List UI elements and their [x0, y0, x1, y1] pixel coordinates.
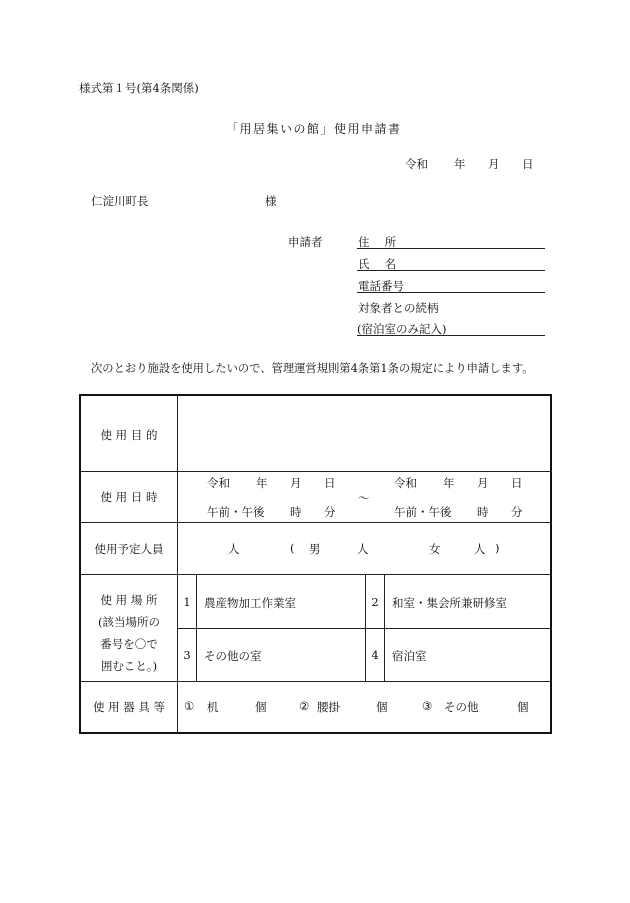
- from-ampm: 午前・午後: [207, 505, 265, 519]
- application-table: [79, 394, 552, 734]
- people-label: 使用予定人員: [94, 542, 164, 556]
- people-female: 女: [429, 542, 441, 556]
- equipment-label: 使 用 器 具 等: [92, 700, 166, 714]
- from-minute: 分: [324, 505, 336, 519]
- place-name-1: 農産物加工作業室: [204, 596, 296, 610]
- from-era: 令和: [207, 476, 230, 490]
- place-name-2: 和室・集会所兼研修室: [392, 596, 507, 610]
- addressee-name: 仁淀川町長: [91, 194, 149, 208]
- to-era: 令和: [394, 476, 417, 490]
- place-no-2[interactable]: 2: [371, 595, 379, 609]
- place-no-3[interactable]: 3: [183, 648, 191, 662]
- relation-label: 対象者との続柄: [358, 301, 439, 315]
- range-tilde: ～: [358, 491, 370, 505]
- name-label: 氏 名: [358, 257, 397, 271]
- from-hour: 時: [290, 505, 302, 519]
- to-minute: 分: [511, 505, 523, 519]
- date-day: 日: [522, 157, 534, 171]
- phone-line[interactable]: [357, 292, 545, 293]
- place-name-3: その他の室: [204, 649, 262, 663]
- form-number: 様式第１号(第4条関係): [79, 81, 199, 95]
- equip-mark-3: ③: [422, 699, 433, 713]
- equip-name-1: 机: [207, 700, 219, 714]
- addressee-honorific: 様: [265, 194, 277, 208]
- people-close-paren: ): [495, 541, 500, 555]
- page-title: 「用居集いの館」使用申請書: [226, 122, 402, 136]
- people-male: 男: [309, 542, 321, 556]
- applicant-label: 申請者: [288, 235, 323, 249]
- place-label-2: (該当場所の: [98, 615, 160, 629]
- to-day: 日: [511, 476, 523, 490]
- place-name-4: 宿泊室: [392, 649, 427, 663]
- equip-unit-3: 個: [517, 700, 529, 714]
- to-ampm: 午前・午後: [394, 505, 452, 519]
- date-month: 月: [488, 157, 500, 171]
- place-label-4: 囲むこと。): [100, 659, 158, 673]
- equip-mark-1: ①: [184, 699, 195, 713]
- place-label-3: 番号を〇で: [100, 637, 158, 651]
- statement: 次のとおり施設を使用したいので、管理運営規則第4条第1条の規定により申請します。: [91, 362, 534, 375]
- address-label: 住 所: [358, 235, 397, 249]
- place-label-1: 使 用 場 所: [100, 593, 158, 607]
- people-open-paren: (: [290, 541, 295, 555]
- address-line[interactable]: [357, 248, 545, 249]
- relation-line[interactable]: [357, 335, 545, 336]
- people-female-unit: 人: [474, 542, 486, 556]
- datetime-label: 使 用 日 時: [100, 490, 158, 504]
- place-no-1[interactable]: 1: [183, 595, 191, 609]
- from-month: 月: [290, 476, 302, 490]
- equip-name-3: その他: [444, 700, 479, 714]
- relation-note: (宿泊室のみ記入): [357, 322, 447, 336]
- date-year: 年: [454, 157, 466, 171]
- from-day: 日: [324, 476, 336, 490]
- equip-name-2: 腰掛: [317, 700, 340, 714]
- people-total-unit: 人: [228, 542, 240, 556]
- place-no-4[interactable]: 4: [371, 648, 379, 662]
- people-male-unit: 人: [357, 542, 369, 556]
- equip-unit-2: 個: [376, 700, 388, 714]
- phone-label: 電話番号: [358, 279, 404, 293]
- name-line[interactable]: [357, 270, 545, 271]
- equip-unit-1: 個: [255, 700, 267, 714]
- from-year: 年: [256, 476, 268, 490]
- purpose-label: 使 用 目 的: [100, 428, 158, 442]
- purpose-field[interactable]: [179, 398, 548, 470]
- date-era: 令和: [405, 157, 428, 171]
- to-month: 月: [477, 476, 489, 490]
- to-hour: 時: [477, 505, 489, 519]
- to-year: 年: [443, 476, 455, 490]
- equip-mark-2: ②: [299, 699, 310, 713]
